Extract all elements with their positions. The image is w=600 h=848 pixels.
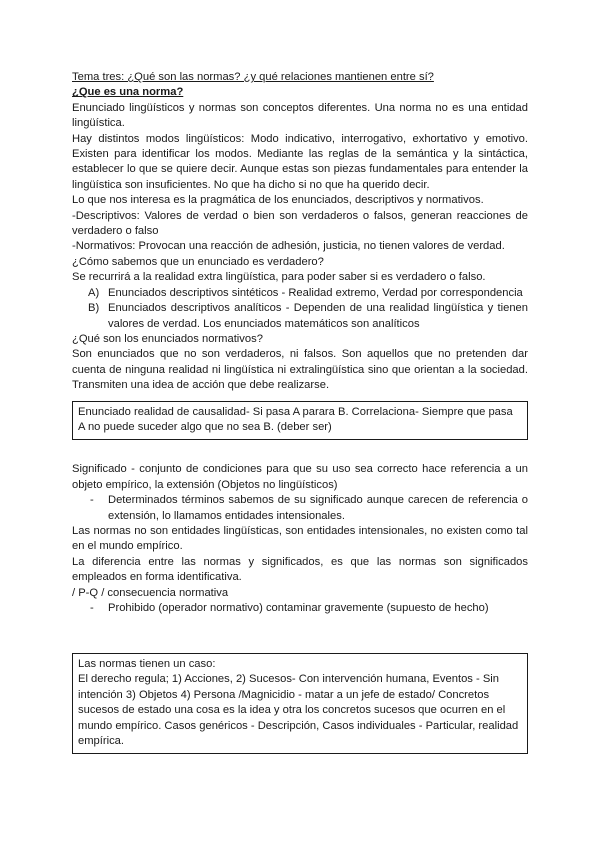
paragraph-descriptivos: -Descriptivos: Valores de verdad o bien son verdaderos o falsos, generan reacciones de verdadero o falso	[72, 209, 528, 238]
list-item	[72, 301, 528, 332]
cases-box-text: El derecho regula; 1) Acciones, 2) Sucesos- Con intervención humana, Eventos - Sin intención 3) Objetos 4) Persona /Magnicidio - matar a un jefe de estado/ Concretos sucesos de estado una cosa es la idea y otra los concretos sucesos que ocurren en el mundo empírico. Casos genéricos - Descripción, Casos individuales - Particular, realidad empírica.	[78, 673, 519, 748]
list-marker: -	[90, 494, 94, 507]
section-title: ¿Que es una norma?	[72, 86, 184, 99]
cases-section	[72, 653, 528, 754]
alpha-list	[72, 286, 528, 332]
list-item-text: Determinados términos sabemos de su significado aunque carecen de referencia o extensión, lo llamamos entidades intensionales.	[108, 494, 528, 522]
list-item-text: Enunciados descriptivos sintéticos - Realidad extremo, Verdad por correspondencia	[108, 286, 523, 299]
document-heading: Tema tres: ¿Qué son las normas? ¿y qué relaciones mantienen entre sí?	[72, 71, 434, 83]
list-item-text: Enunciados descriptivos analíticos - Dependen de una realidad lingüística y tienen valores de verdad. Los enunciados matemáticos son analíticos	[108, 302, 528, 330]
paragraph-normativos: -Normativos: Provocan una reacción de adhesión, justicia, no tienen valores de verdad.	[72, 240, 505, 253]
causality-box	[72, 401, 528, 441]
paragraph-10: La diferencia entre las normas y significados, es que las normas son significados empleados en forma identificativa.	[72, 555, 528, 584]
cases-box	[72, 653, 528, 754]
list-marker: B)	[88, 302, 100, 315]
list-item-text: Prohibido (operador normativo) contaminar gravemente (supuesto de hecho)	[108, 602, 489, 614]
dash-list-2	[72, 601, 528, 616]
list-marker: -	[90, 602, 94, 614]
paragraph-significado: Significado - conjunto de condiciones para que su uso sea correcto hace referencia a un objeto empírico, la extensión (Objetos no lingüísticos)	[72, 463, 528, 491]
paragraph-9: Las normas no son entidades lingüísticas, son entidades intensionales, no existen como tal en el mundo empírico.	[72, 524, 528, 553]
list-marker: A)	[88, 286, 100, 299]
document-body	[72, 70, 528, 616]
paragraph-3: Lo que nos interesa es la pragmática de los enunciados, descriptivos y normativos.	[72, 194, 484, 207]
paragraph-7: Son enunciados que no son verdaderos, ni falsos. Son aquellos que no pretenden dar cuenta de ninguna realidad ni lingüística ni extralingüística sino que orientan a la sociedad. Transmiten una idea de acción que debe realizarse.	[72, 348, 528, 392]
cases-box-title: Las normas tienen un caso:	[78, 658, 216, 670]
question-1: ¿Cómo sabemos que un enunciado es verdadero?	[72, 255, 324, 268]
question-2: ¿Qué son los enunciados normativos?	[72, 332, 263, 345]
causality-box-text: Enunciado realidad de causalidad- Si pasa A parara B. Correlaciona- Siempre que pasa A no puede suceder algo que no sea B. (deber ser)	[78, 405, 513, 433]
list-item	[72, 286, 528, 301]
paragraph-1: Enunciado lingüísticos y normas son conceptos diferentes. Una norma no es una entidad lingüística.	[72, 101, 528, 130]
list-item	[72, 493, 528, 524]
paragraph-2: Hay distintos modos lingüísticos: Modo indicativo, interrogativo, exhortativo y emotivo. Existen para identificar los modos. Mediante las reglas de la semántica y la sintáctica, establecer lo que se quiere decir. Aunque estas son piezas fundamentales para entender la lingüística son insuficientes. No que ha dicho si no que ha querido decir.	[72, 132, 528, 191]
paragraph-formula: / P-Q / consecuencia normativa	[72, 586, 229, 599]
paragraph-6: Se recurrirá a la realidad extra lingüística, para poder saber si es verdadero o falso.	[72, 271, 486, 284]
dash-list-1	[72, 493, 528, 524]
list-item	[72, 601, 528, 616]
